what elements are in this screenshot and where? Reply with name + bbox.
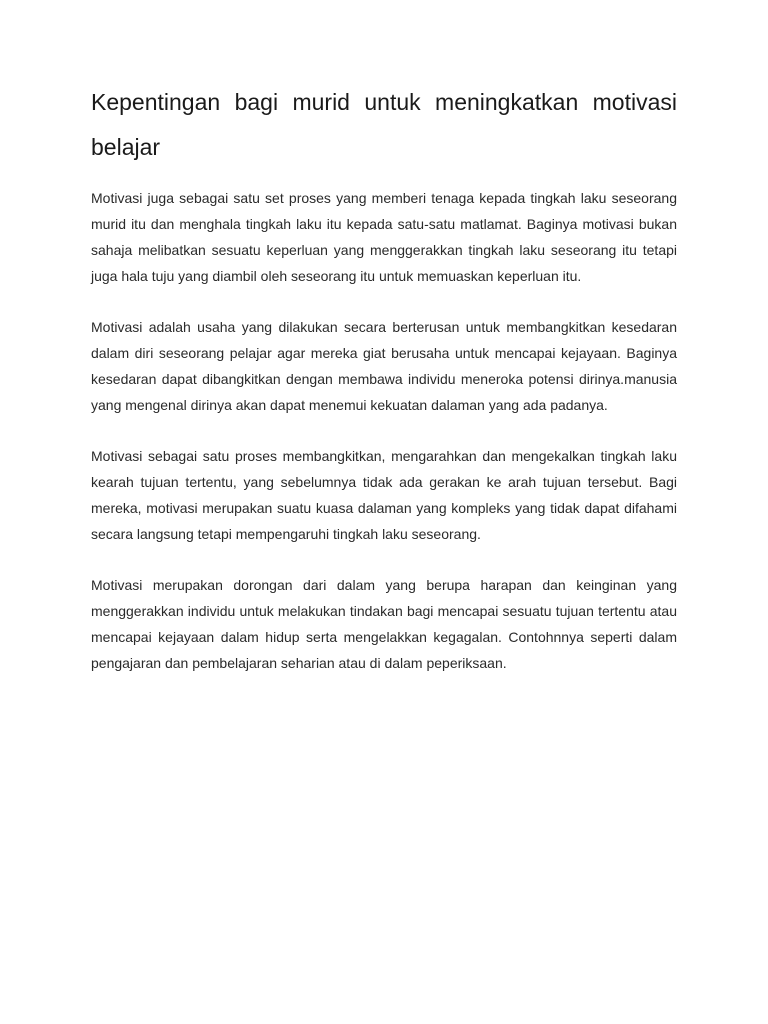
document-page — [91, 80, 677, 701]
paragraph-4: Motivasi merupakan dorongan dari dalam yang berupa harapan dan keinginan yang menggerakkan individu untuk melakukan tindakan bagi mencapai sesuatu tujuan tertentu atau mencapai kejayaan dalam hidup serta mengelakkan kegagalan. Contohnnya seperti dalam pengajaran dan pembelajaran seharian atau di dalam peperiksaan. — [91, 577, 677, 671]
paragraph-2: Motivasi adalah usaha yang dilakukan secara berterusan untuk membangkitkan kesedaran dalam diri seseorang pelajar agar mereka giat berusaha untuk mencapai kejayaan. Baginya kesedaran dapat dibangkitkan dengan membawa individu meneroka potensi dirinya.manusia yang mengenal dirinya akan dapat menemui kekuatan dalaman yang ada padanya. — [91, 319, 677, 413]
document-title: Kepentingan bagi murid untuk meningkatkan motivasi belajar — [91, 89, 677, 160]
paragraph-1: Motivasi juga sebagai satu set proses yang memberi tenaga kepada tingkah laku seseorang murid itu dan menghala tingkah laku itu kepada satu-satu matlamat. Baginya motivasi bukan sahaja melibatkan sesuatu keperluan yang menggerakkan tingkah laku seseorang itu tetapi juga hala tuju yang diambil oleh seseorang itu untuk memuaskan keperluan itu. — [91, 190, 677, 284]
paragraph-3: Motivasi sebagai satu proses membangkitkan, mengarahkan dan mengekalkan tingkah laku kearah tujuan tertentu, yang sebelumnya tidak ada gerakan ke arah tujuan tersebut. Bagi mereka, motivasi merupakan suatu kuasa dalaman yang kompleks yang tidak dapat difahami secara langsung tetapi mempengaruhi tingkah laku seseorang. — [91, 448, 677, 542]
